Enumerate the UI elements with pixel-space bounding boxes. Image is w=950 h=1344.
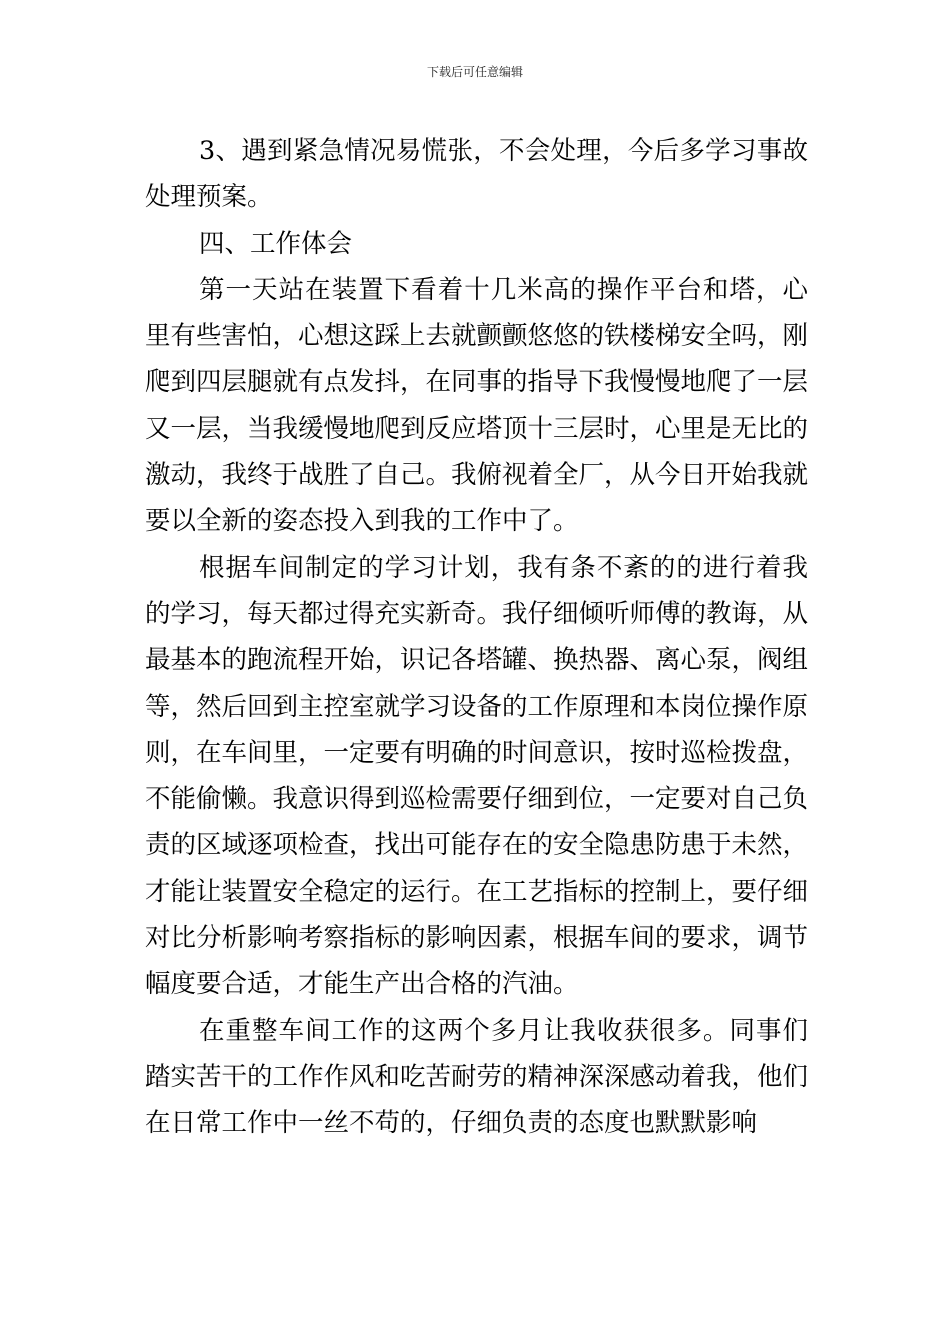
- paragraph-emergency-handling: 3、遇到紧急情况易慌张，不会处理，今后多学习事故处理预案。: [145, 136, 808, 213]
- document-body: [145, 128, 808, 1147]
- paragraph-reforming-workshop: 在重整车间工作的这两个多月让我收获很多。同事们踏实苦干的工作作风和吃苦耐劳的精神深深感动着我，他们在日常工作中一丝不苟的，仔细负责的态度也默默影响: [145, 1015, 809, 1139]
- page-header: 下载后可任意编辑: [426, 65, 523, 79]
- paragraph-study-plan: 根据车间制定的学习计划，我有条不紊的的进行着我的学习，每天都过得充实新奇。我仔细倾听师傅的教诲，从最基本的跑流程开始，识记各塔罐、换热器、离心泵，阀组等，然后回到主控室就学习设备的工作原理和本岗位操作原则，在车间里，一定要有明确的时间意识，按时巡检拨盘，不能偷懒。我意识得到巡检需要仔细到位，一定要对自己负责的区域逐项检查，找出可能存在的安全隐患防患于未然，才能让装置安全稳定的运行。在工艺指标的控制上，要仔细对比分析影响考察指标的影响因素，根据车间的要求，调节幅度要合适，才能生产出合格的汽油。: [145, 552, 809, 1000]
- paragraph-first-day: 第一天站在装置下看着十几米高的操作平台和塔，心里有些害怕，心想这踩上去就颤颤悠悠的铁楼梯安全吗，刚爬到四层腿就有点发抖，在同事的指导下我慢慢地爬了一层又一层，当我缓慢地爬到反应塔顶十三层时，心里是无比的激动，我终于战胜了自己。我俯视着全厂，从今日开始我就要以全新的姿态投入到我的工作中了。: [145, 274, 809, 537]
- section-heading-work-experience: 四、工作体会: [199, 228, 353, 259]
